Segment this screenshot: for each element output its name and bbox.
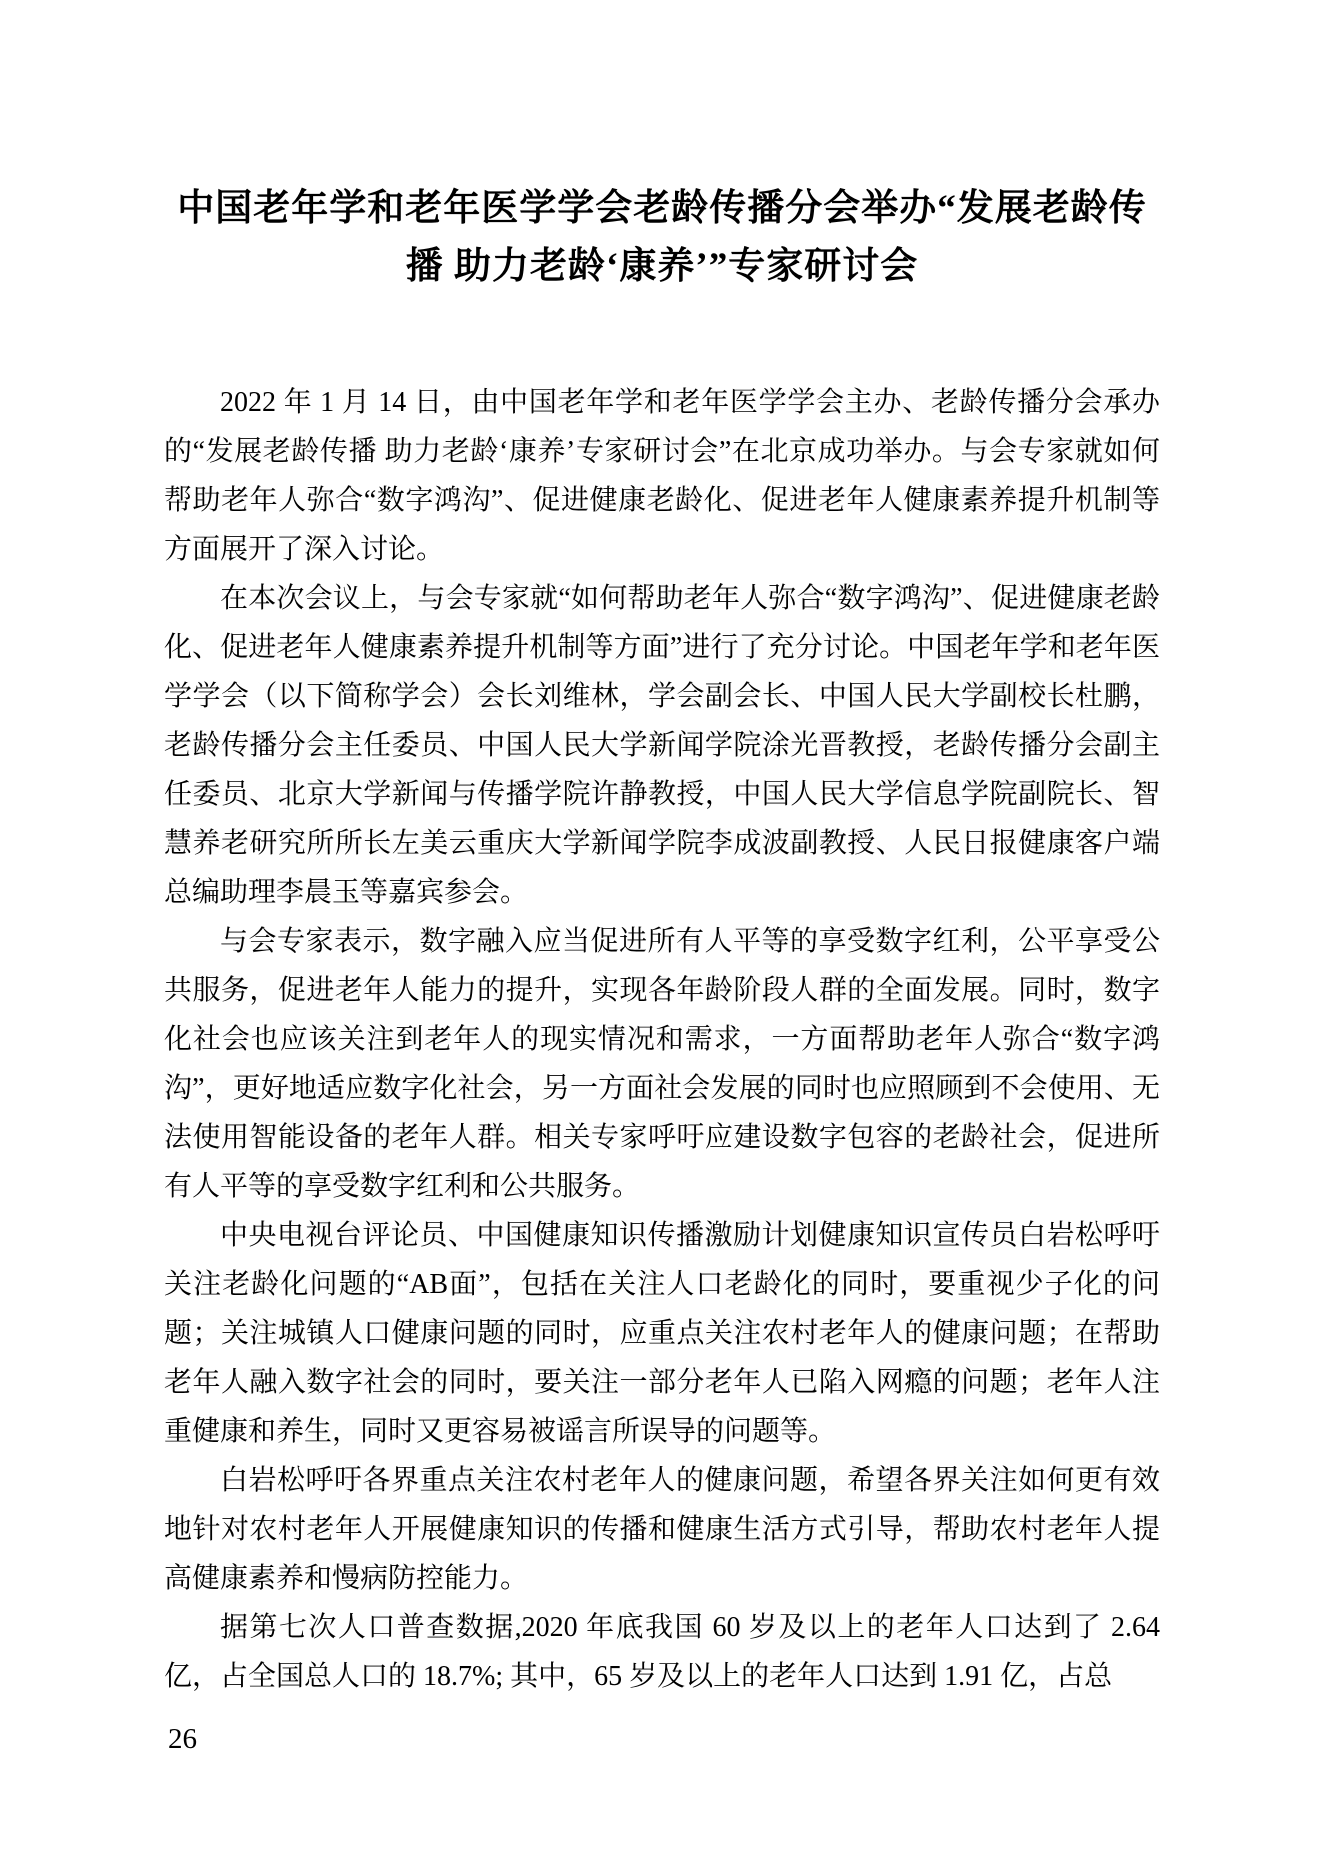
document-title-line-2: 播 助力老龄‘康养’”专家研讨会	[405, 246, 919, 287]
document-title	[164, 180, 1160, 296]
paragraph: 中央电视台评论员、中国健康知识传播激励计划健康知识宣传员白岩松呼吁关注老龄化问题的“AB面”，包括在关注人口老龄化的同时，要重视少子化的问题；关注城镇人口健康问题的同时，应重点关注农村老年人的健康问题；在帮助老年人融入数字社会的同时，要关注一部分老年人已陷入网瘾的问题；老年人注重健康和养生，同时又更容易被谣言所误导的问题等。	[164, 1220, 1160, 1447]
paragraph: 据第七次人口普查数据,2020 年底我国 60 岁及以上的老年人口达到了 2.64 亿，占全国总人口的 18.7%; 其中，65 岁及以上的老年人口达到 1.91 亿，占总	[164, 1612, 1160, 1692]
paragraph: 与会专家表示，数字融入应当促进所有人平等的享受数字红利，公平享受公共服务，促进老年人能力的提升，实现各年龄阶段人群的全面发展。同时，数字化社会也应该关注到老年人的现实情况和需求，一方面帮助老年人弥合“数字鸿沟”，更好地适应数字化社会，另一方面社会发展的同时也应照顾到不会使用、无法使用智能设备的老年人群。相关专家呼吁应建设数字包容的老龄社会，促进所有人平等的享受数字红利和公共服务。	[164, 926, 1160, 1202]
article-body	[164, 378, 1160, 1701]
paragraph: 2022 年 1 月 14 日，由中国老年学和老年医学学会主办、老龄传播分会承办的“发展老龄传播 助力老龄‘康养’专家研讨会”在北京成功举办。与会专家就如何帮助老年人弥合“数字鸿沟”、促进健康老龄化、促进老年人健康素养提升机制等方面展开了深入讨论。	[164, 387, 1160, 565]
document-title-line-1: 中国老年学和老年医学学会老龄传播分会举办“发展老龄传	[177, 188, 1147, 229]
page-number: 26	[168, 1723, 197, 1755]
paragraph: 白岩松呼吁各界重点关注农村老年人的健康问题，希望各界关注如何更有效地针对农村老年人开展健康知识的传播和健康生活方式引导，帮助农村老年人提高健康素养和慢病防控能力。	[164, 1465, 1160, 1594]
document-content	[164, 180, 1160, 1701]
paragraph: 在本次会议上，与会专家就“如何帮助老年人弥合“数字鸿沟”、促进健康老龄化、促进老年人健康素养提升机制等方面”进行了充分讨论。中国老年学和老年医学学会（以下简称学会）会长刘维林，学会副会长、中国人民大学副校长杜鹏，老龄传播分会主任委员、中国人民大学新闻学院涂光晋教授，老龄传播分会副主任委员、北京大学新闻与传播学院许静教授，中国人民大学信息学院副院长、智慧养老研究所所长左美云重庆大学新闻学院李成波副教授、人民日报健康客户端总编助理李晨玉等嘉宾参会。	[164, 583, 1160, 908]
